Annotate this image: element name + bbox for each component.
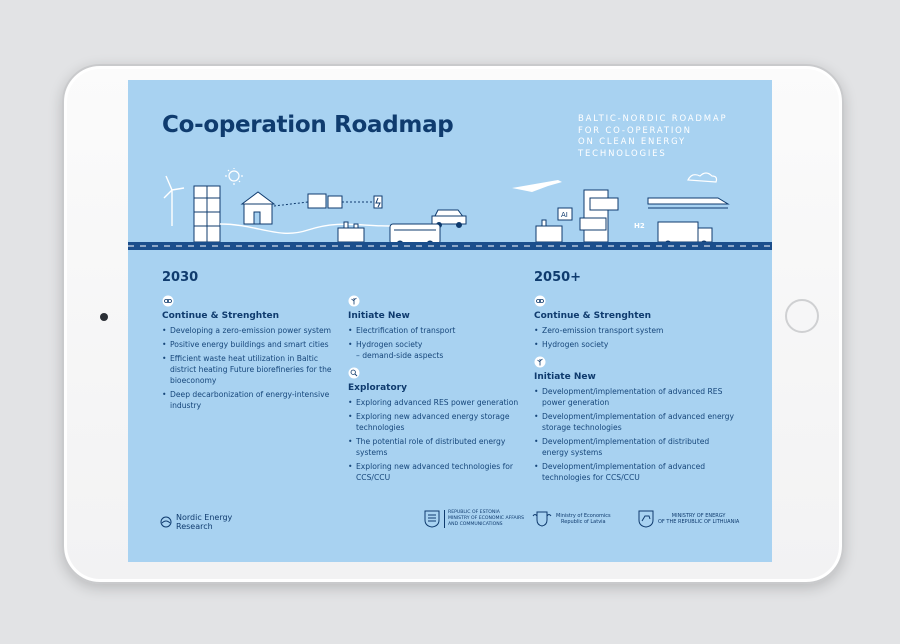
year-heading: 2030 xyxy=(162,270,199,285)
logo-text: MINISTRY OF ECONOMIC AFFAIRS xyxy=(448,516,525,521)
list-item: • Efficient waste heat utilization in Baltic district heating Future biorefineries for the bioeconomy xyxy=(162,353,332,386)
section-list xyxy=(534,325,734,350)
list-item: • Zero-emission transport system xyxy=(534,325,734,336)
small-factory-right-icon xyxy=(536,220,562,242)
list-item: • Development/implementation of advanced RES power generation xyxy=(534,386,734,408)
logo-text: AND COMMUNICATIONS xyxy=(448,522,503,527)
office-building-icon xyxy=(194,186,220,242)
logo-text: OF THE REPUBLIC OF LITHUANIA xyxy=(658,519,740,525)
magnifier-icon xyxy=(348,367,360,379)
ai-label: AI xyxy=(561,211,568,219)
list-item: • Hydrogen society – demand-side aspects xyxy=(348,339,533,361)
page-title: Co-operation Roadmap xyxy=(162,112,454,138)
sprout-icon xyxy=(534,356,546,368)
front-camera xyxy=(100,313,108,321)
section-list xyxy=(534,386,734,483)
high-speed-train-icon xyxy=(648,198,728,208)
list-item: • Development/implementation of distributed energy systems xyxy=(534,436,734,458)
cloud-icon xyxy=(688,173,717,182)
list-item: • Developing a zero-emission power system xyxy=(162,325,332,336)
subtitle-line: ON CLEAN ENERGY xyxy=(578,137,687,147)
sprout-icon xyxy=(348,295,360,307)
charger-icon xyxy=(374,196,382,208)
section-title: Initiate New xyxy=(348,311,410,321)
section-list xyxy=(162,325,332,411)
list-item: • Exploring advanced RES power generation xyxy=(348,397,533,408)
section-title: Continue & Strenghten xyxy=(534,311,652,321)
section-title: Continue & Strenghten xyxy=(162,311,280,321)
subtitle-line: BALTIC-NORDIC ROADMAP xyxy=(578,114,728,124)
column-2050 xyxy=(534,270,734,489)
logo-text: REPUBLIC OF ESTONIA xyxy=(448,510,500,515)
section-title: Exploratory xyxy=(348,383,407,393)
link-icon xyxy=(162,295,174,307)
section-list xyxy=(348,397,533,483)
column-2030 xyxy=(162,270,332,417)
lithuania-ministry-logo xyxy=(638,510,739,528)
tablet-screen xyxy=(128,80,772,562)
logo-text: MINISTRY OF ENERGY xyxy=(671,513,726,519)
list-item: • Deep decarbonization of energy-intensive industry xyxy=(162,389,332,411)
list-item: • The potential role of distributed energy systems xyxy=(348,436,533,458)
subtitle-line: TECHNOLOGIES xyxy=(578,148,667,159)
list-item: • Exploring new advanced technologies for CCS/CCU xyxy=(348,461,533,483)
lithuania-crest-icon xyxy=(638,510,654,528)
section-list xyxy=(348,325,533,361)
link-icon xyxy=(534,295,546,307)
energy-landscape-illustration xyxy=(128,168,772,260)
airplane-icon xyxy=(512,180,562,192)
subtitle-line: FOR CO-OPERATION xyxy=(578,125,692,136)
home-button[interactable] xyxy=(785,299,819,333)
nordic-energy-logo-icon xyxy=(160,516,172,528)
estonia-crest-icon xyxy=(424,510,440,528)
wind-turbine-icon xyxy=(164,176,184,226)
logo-text: Ministry of Economics xyxy=(556,513,611,519)
estonia-ministry-logo xyxy=(424,510,524,528)
list-item: • Positive energy buildings and smart cities xyxy=(162,339,332,350)
list-item: • Development/implementation of advanced energy storage technologies xyxy=(534,411,734,433)
h2-label: H2 xyxy=(634,222,645,230)
logo-text: Nordic Energy xyxy=(176,513,233,522)
year-heading: 2050+ xyxy=(534,270,582,285)
list-item: • Electrification of transport xyxy=(348,325,533,336)
latvia-ministry-logo xyxy=(532,510,611,528)
list-item: • Development/implementation of advanced technologies for CCS/CCU xyxy=(534,461,734,483)
column-2030-cont xyxy=(348,270,533,489)
sun-icon xyxy=(225,168,243,185)
solar-house-icon xyxy=(242,192,274,224)
latvia-crest-icon xyxy=(532,510,552,528)
list-item: • Exploring new advanced energy storage technologies xyxy=(348,411,533,433)
battery-icon xyxy=(308,194,342,208)
page-subtitle xyxy=(578,114,768,160)
modern-tower-icon xyxy=(580,190,618,242)
logo-text: Research xyxy=(176,522,213,531)
section-title: Initiate New xyxy=(534,372,596,382)
ai-hub-icon xyxy=(558,208,572,220)
list-item: • Hydrogen society xyxy=(534,339,734,350)
nordic-energy-research-logo xyxy=(160,513,232,531)
logo-text: Republic of Latvia xyxy=(561,519,606,525)
